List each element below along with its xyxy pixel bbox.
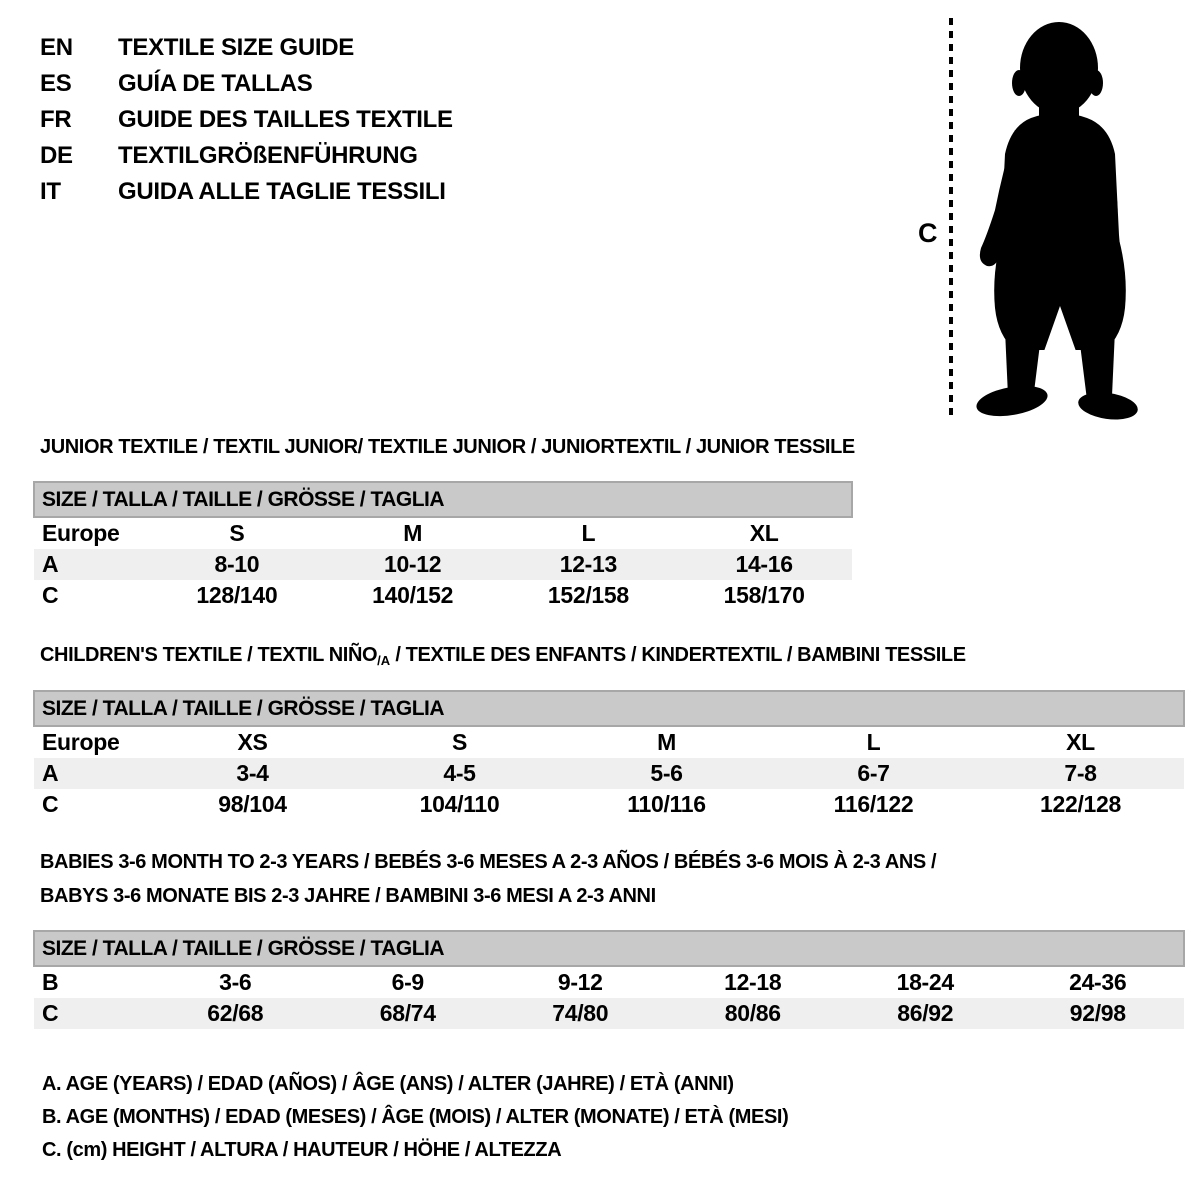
cell-value: 80/86 (667, 998, 840, 1029)
cell-value: 68/74 (322, 998, 495, 1029)
cell-value: 10-12 (325, 549, 501, 580)
row-label: C (34, 998, 149, 1029)
height-measure-label: C (918, 218, 938, 248)
language-title-list (40, 30, 453, 210)
size-header-bar: SIZE / TALLA / TAILLE / GRÖSSE / TAGLIA (34, 691, 1184, 726)
cell-value: 86/92 (839, 998, 1012, 1029)
size-col-label: XS (237, 729, 268, 755)
cell-value: 98/104 (218, 791, 287, 817)
size-header-row (34, 482, 852, 517)
region-label: Europe (42, 520, 120, 546)
row-height-cm (34, 580, 852, 611)
junior-section-title: JUNIOR TEXTILE / TEXTIL JUNIOR/ TEXTILE JUNIOR / JUNIORTEXTIL / JUNIOR TESSILE (40, 436, 855, 458)
row-label: B (42, 969, 59, 995)
legend (42, 1068, 788, 1167)
row-age-years (34, 549, 852, 580)
lang-code: ES (40, 70, 72, 97)
lang-row-de (40, 138, 453, 174)
size-col-label: L (581, 520, 596, 546)
cell-value: 6-9 (391, 969, 424, 995)
row-height-cm (34, 789, 1184, 820)
size-header-bar: SIZE / TALLA / TAILLE / GRÖSSE / TAGLIA (34, 482, 852, 517)
size-columns-row (34, 517, 852, 549)
lang-row-it (40, 174, 453, 210)
row-label: C (42, 582, 59, 608)
cell-value: 8-10 (149, 549, 325, 580)
row-age-years (34, 758, 1184, 789)
row-label: A (34, 549, 149, 580)
babies-title-line2: BABYS 3-6 MONATE BIS 2-3 JAHRE / BAMBINI 3-6 MESI A 2-3 ANNI (40, 885, 656, 907)
children-title-sub: /A (377, 653, 391, 668)
cell-value: 4-5 (356, 758, 563, 789)
lang-title: GUIDE DES TAILLES TEXTILE (118, 106, 453, 133)
lang-code: IT (40, 178, 61, 205)
row-label: A (34, 758, 149, 789)
cell-value: 18-24 (896, 969, 954, 995)
size-col-label: XL (749, 520, 779, 546)
cell-value: 12-18 (724, 969, 782, 995)
lang-row-fr (40, 102, 453, 138)
cell-value: 7-8 (977, 758, 1184, 789)
cell-value: 110/116 (627, 791, 706, 817)
babies-section-title (40, 845, 936, 913)
cell-value: 92/98 (1012, 998, 1185, 1029)
babies-size-table (33, 930, 1185, 1029)
cell-value: 152/158 (547, 582, 629, 608)
children-section-title (40, 644, 966, 667)
size-col-label: S (229, 520, 245, 546)
cell-value: 104/110 (419, 791, 500, 817)
toddler-silhouette-icon (975, 20, 1145, 420)
lang-row-es (40, 66, 453, 102)
dashed-measure-line (949, 18, 953, 420)
babies-title-line1: BABIES 3-6 MONTH TO 2-3 YEARS / BEBÉS 3-6 MESES A 2-3 AÑOS / BÉBÉS 3-6 MOIS À 2-3 ANS / (40, 851, 937, 873)
cell-value: 24-36 (1069, 969, 1127, 995)
size-col-label: XL (1066, 729, 1095, 755)
size-col-label: M (657, 729, 676, 755)
cell-value: 122/128 (1039, 791, 1122, 817)
lang-code: FR (40, 106, 72, 133)
cell-value: 62/68 (149, 998, 322, 1029)
lang-title: GUIDA ALLE TAGLIE TESSILI (118, 178, 446, 205)
legend-line-a: A. AGE (YEARS) / EDAD (AÑOS) / ÂGE (ANS) / ALTER (JAHRE) / ETÀ (ANNI) (42, 1073, 734, 1095)
children-title-pre: CHILDREN'S TEXTILE / TEXTIL NIÑO (40, 644, 378, 666)
cell-value: 158/170 (723, 582, 805, 608)
junior-size-table (33, 481, 853, 611)
legend-line-c: C. (cm) HEIGHT / ALTURA / HAUTEUR / HÖHE / ALTEZZA (42, 1139, 562, 1161)
cell-value: 3-6 (219, 969, 252, 995)
cell-value: 9-12 (557, 969, 603, 995)
region-label: Europe (42, 729, 120, 755)
row-label: C (42, 791, 59, 817)
children-title-post: / TEXTILE DES ENFANTS / KINDERTEXTIL / BAMBINI TESSILE (390, 644, 966, 666)
lang-code: DE (40, 142, 73, 169)
children-size-table (33, 690, 1185, 820)
lang-title: TEXTILGRÖßENFÜHRUNG (118, 142, 418, 169)
cell-value: 116/122 (833, 791, 914, 817)
size-col-label: M (403, 520, 423, 546)
lang-title: GUÍA DE TALLAS (118, 70, 313, 97)
size-columns-row (34, 726, 1184, 758)
cell-value: 12-13 (501, 549, 677, 580)
height-measure-figure (900, 15, 1175, 427)
cell-value: 14-16 (676, 549, 852, 580)
size-header-row (34, 691, 1184, 726)
cell-value: 74/80 (494, 998, 667, 1029)
legend-line-b: B. AGE (MONTHS) / EDAD (MESES) / ÂGE (MOIS) / ALTER (MONATE) / ETÀ (MESI) (42, 1106, 789, 1128)
cell-value: 6-7 (770, 758, 977, 789)
cell-value: 128/140 (196, 582, 278, 608)
lang-code: EN (40, 34, 73, 61)
cell-value: 140/152 (372, 582, 454, 608)
row-age-months (34, 966, 1184, 998)
cell-value: 3-4 (149, 758, 356, 789)
size-col-label: L (866, 729, 881, 755)
row-height-cm (34, 998, 1184, 1029)
lang-title: TEXTILE SIZE GUIDE (118, 34, 354, 61)
size-header-bar: SIZE / TALLA / TAILLE / GRÖSSE / TAGLIA (34, 931, 1184, 966)
lang-row-en (40, 30, 453, 66)
size-header-row (34, 931, 1184, 966)
cell-value: 5-6 (563, 758, 770, 789)
size-col-label: S (451, 729, 468, 755)
